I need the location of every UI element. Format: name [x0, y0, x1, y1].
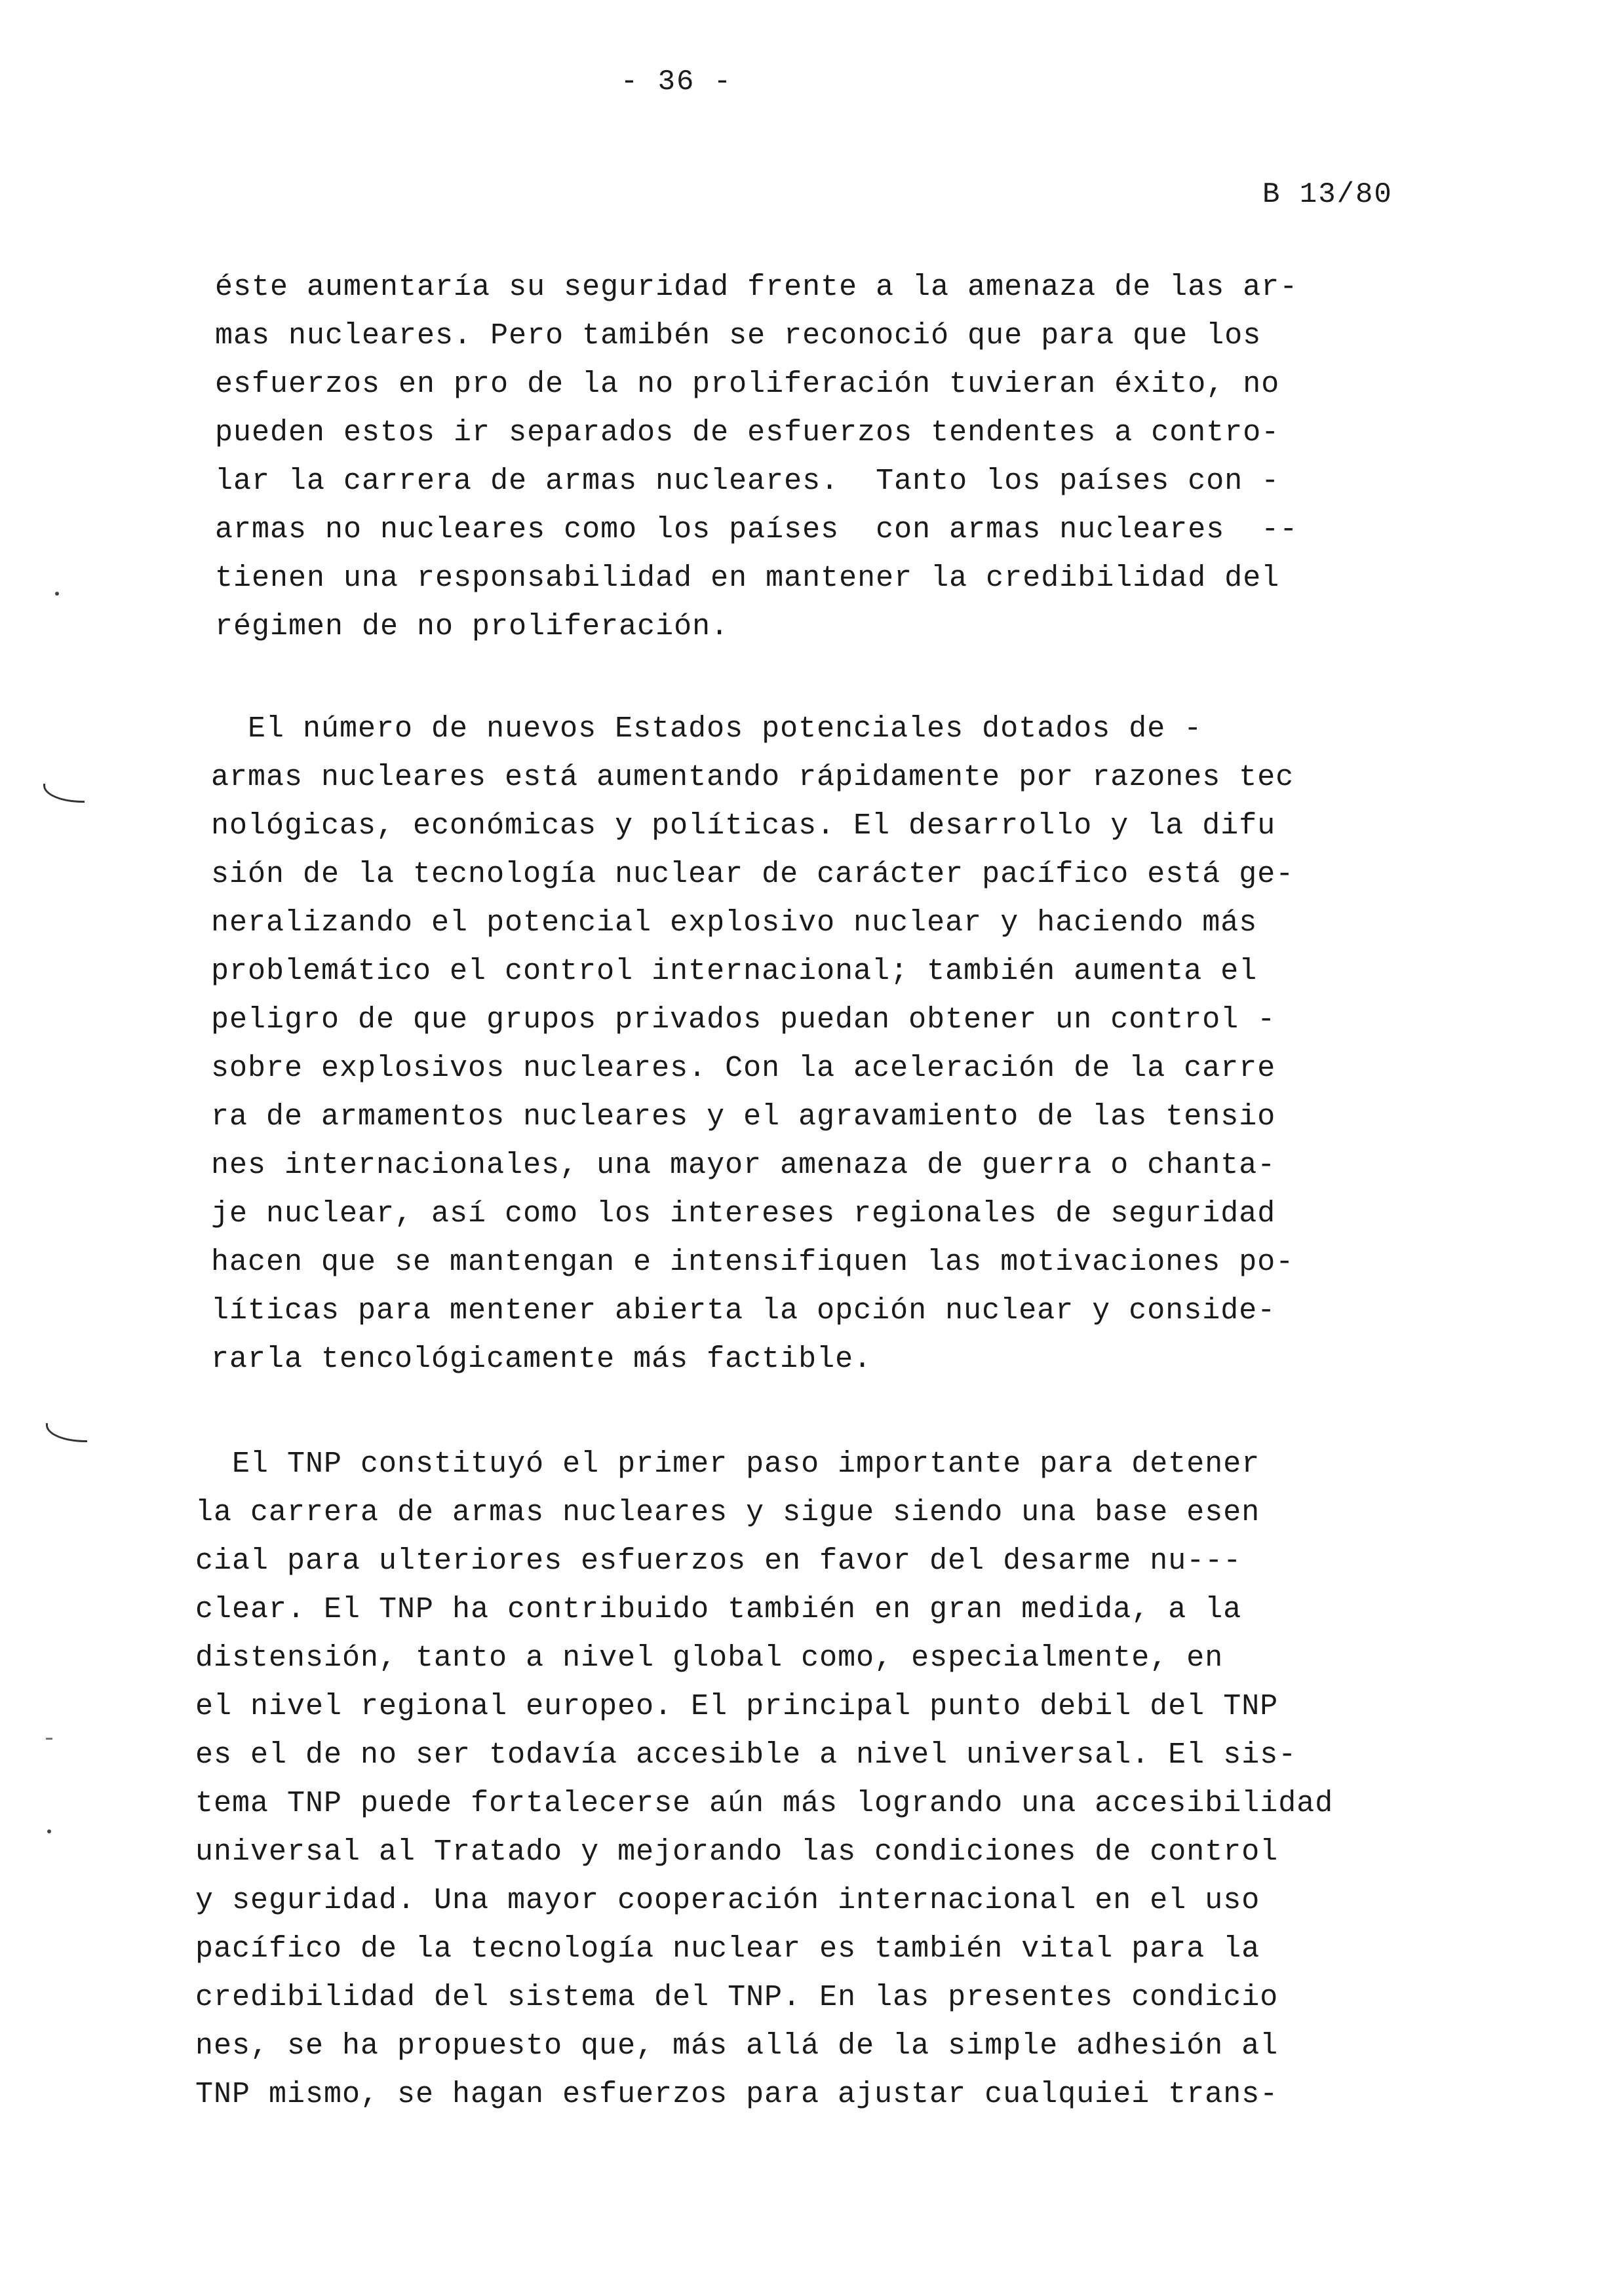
text-line: peligro de que grupos privados puedan obtener un control -	[211, 1003, 1276, 1037]
text-line: la carrera de armas nucleares y sigue siendo una base esen	[195, 1496, 1260, 1529]
text-line: mas nucleares. Pero tamibén se reconoció que para que los	[215, 319, 1262, 353]
text-line: es el de no ser todavía accesible a nivel universal. El sis-	[195, 1738, 1297, 1772]
text-line: hacen que se mantengan e intensifiquen las motivaciones po-	[211, 1246, 1294, 1279]
text-line: credibilidad del sistema del TNP. En las presentes condicio	[195, 1981, 1279, 2014]
text-line: lar la carrera de armas nucleares. Tanto los países con -	[215, 465, 1280, 498]
text-line: distensión, tanto a nivel global como, especialmente, en	[195, 1641, 1224, 1675]
text-line: pueden estos ir separados de esfuerzos tendentes a contro-	[215, 416, 1280, 450]
text-line: éste aumentaría su seguridad frente a la amenaza de las ar-	[215, 271, 1298, 304]
paragraph-3	[195, 1440, 1333, 2119]
document-reference: B 13/80	[1262, 178, 1393, 211]
text-line: ra de armamentos nucleares y el agravamiento de las tensio	[211, 1100, 1276, 1134]
text-line: esfuerzos en pro de la no proliferación tuvieran éxito, no	[215, 368, 1280, 401]
text-line: sobre explosivos nucleares. Con la aceleración de la carre	[211, 1052, 1276, 1085]
text-line: pacífico de la tecnología nuclear es también vital para la	[195, 1932, 1260, 1966]
text-line: régimen de no proliferación.	[215, 610, 730, 643]
text-line: je nuclear, así como los intereses regionales de seguridad	[211, 1197, 1276, 1231]
text-line: problemático el control internacional; también aumenta el	[211, 955, 1258, 988]
page-number: - 36 -	[620, 66, 733, 98]
text-line: el nivel regional europeo. El principal punto debil del TNP	[195, 1690, 1279, 1723]
paragraph-1	[215, 263, 1298, 651]
text-line: neralizando el potencial explosivo nuclear y haciendo más	[211, 906, 1258, 940]
text-line: nes internacionales, una mayor amenaza de guerra o chanta-	[211, 1149, 1276, 1182]
text-line: nológicas, económicas y políticas. El desarrollo y la difu	[211, 809, 1276, 843]
paragraph-2	[211, 705, 1294, 1384]
text-line: rarla tencológicamente más factible.	[211, 1343, 872, 1376]
text-line: El número de nuevos Estados potenciales dotados de -	[211, 712, 1203, 746]
text-line: tienen una responsabilidad en mantener la credibilidad del	[215, 562, 1280, 595]
margin-tick-mark	[46, 1738, 52, 1740]
text-line: cial para ulteriores esfuerzos en favor del desarme nu---	[195, 1544, 1242, 1578]
margin-dot	[55, 592, 59, 596]
text-line: líticas para mentener abierta la opción nuclear y conside-	[211, 1294, 1276, 1328]
margin-hook-mark	[46, 1423, 87, 1442]
margin-hook-mark	[43, 784, 85, 803]
text-line: sión de la tecnología nuclear de carácter pacífico está ge-	[211, 858, 1294, 891]
text-line: nes, se ha propuesto que, más allá de la simple adhesión al	[195, 2029, 1279, 2063]
text-line: armas nucleares está aumentando rápidamente por razones tec	[211, 761, 1294, 794]
text-line: El TNP constituyó el primer paso importante para detener	[195, 1447, 1260, 1481]
text-line: TNP mismo, se hagan esfuerzos para ajustar cualquiei trans-	[195, 2078, 1279, 2111]
text-line: armas no nucleares como los países con armas nucleares --	[215, 513, 1298, 546]
text-line: universal al Tratado y mejorando las condiciones de control	[195, 1835, 1279, 1869]
margin-dot	[47, 1829, 51, 1833]
text-line: tema TNP puede fortalecerse aún más logrando una accesibilidad	[195, 1787, 1334, 1820]
text-line: y seguridad. Una mayor cooperación internacional en el uso	[195, 1884, 1260, 1917]
text-line: clear. El TNP ha contribuido también en gran medida, a la	[195, 1593, 1242, 1626]
